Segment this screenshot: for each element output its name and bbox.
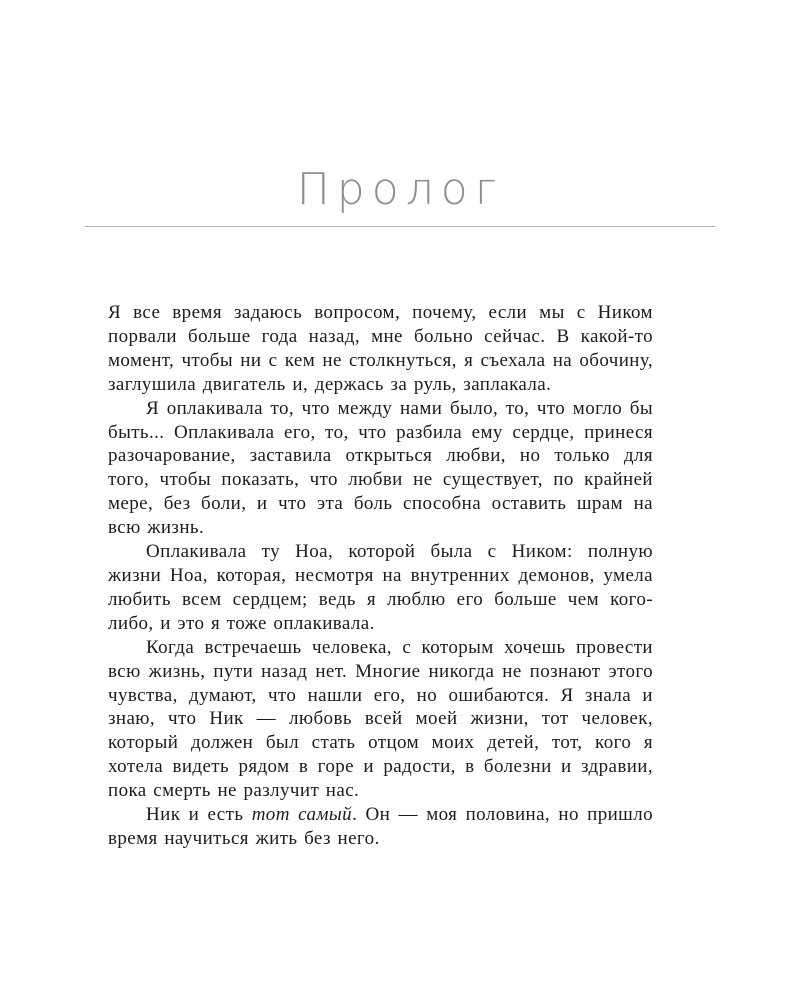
paragraph-5-italic-phrase: тот самый — [251, 804, 353, 826]
paragraph-5 — [108, 803, 653, 851]
paragraph-3: Оплакивала ту Ноа, которой была с Ником: полную жизни Ноа, которая, несмотря на внутренних демонов, умела любить всем сердцем; ведь я люблю его больше чем кого-либо, и это я тоже оплакивала. — [108, 541, 653, 634]
chapter-body — [108, 301, 653, 851]
title-divider — [85, 226, 715, 227]
chapter-title: Пролог — [296, 164, 504, 215]
paragraph-2: Я оплакивала то, что между нами было, то, что могло бы быть... Оплакивала его, то, что разбила ему сердце, принеся разочарование, заставила открыться любви, но только для того, чтобы показать, что любви не существует, по крайней мере, без боли, и что эта боль способна оставить шрам на всю жизнь. — [108, 397, 653, 539]
paragraph-5-text-after: . Он — моя половина, но пришло время научиться жить без него. — [108, 804, 653, 849]
paragraph-5-text-before: Ник и есть — [146, 804, 252, 826]
paragraph-4: Когда встречаешь человека, с которым хочешь провести всю жизнь, пути назад нет. Многие никогда не познают этого чувства, думают, что нашли его, но ошибаются. Я знала и знаю, что Ник — любовь всей моей жизни, тот человек, который должен был стать отцом моих детей, тот, кого я хотела видеть рядом в горе и радости, в болезни и здравии, пока смерть не разлучит нас. — [108, 636, 653, 802]
paragraph-1: Я все время задаюсь вопросом, почему, если мы с Ником порвали больше года назад, мне больно сейчас. В какой-то момент, чтобы ни с кем не столкнуться, я съехала на обочину, заглушила двигатель и, держась за руль, заплакала. — [108, 302, 653, 395]
chapter-header — [85, 0, 715, 227]
